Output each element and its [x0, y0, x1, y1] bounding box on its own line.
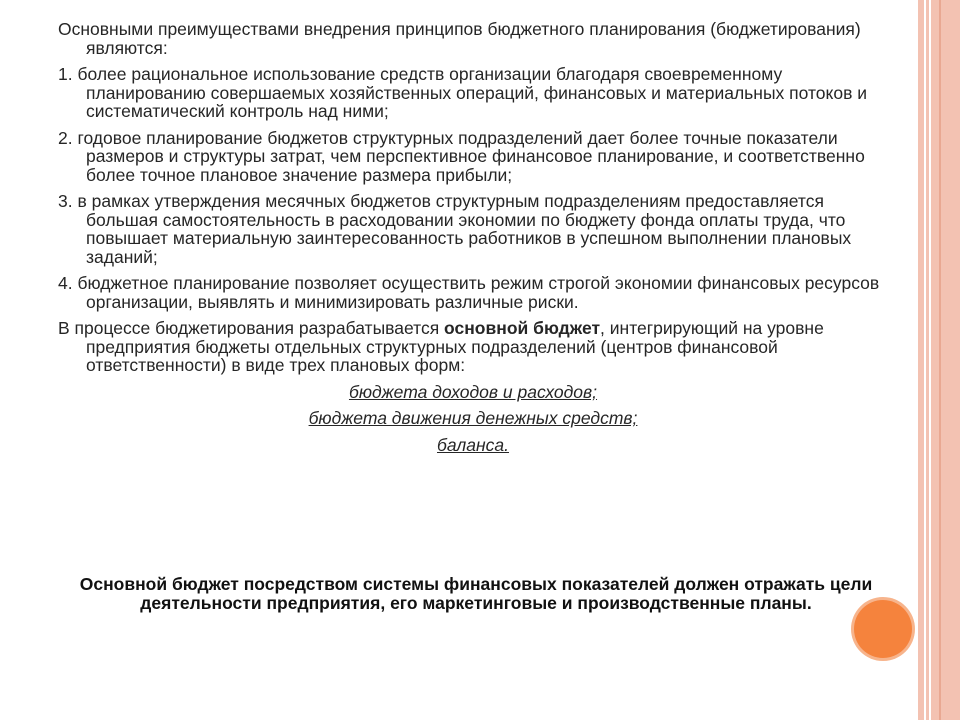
advantage-item-3: 3. в рамках утверждения месячных бюджетов структурным подразделениям предоставляется большая самостоятельность в расходовании экономии по бюджету фонда оплаты труда, что повышает материальную заинтересованность работников в успешном выполнении плановых заданий;	[58, 191, 852, 267]
budget-paragraph	[58, 319, 898, 375]
budget-text-bold: основной бюджет	[444, 318, 601, 338]
form-item-balance: баланса.	[437, 434, 509, 455]
slide-body	[58, 20, 898, 462]
budget-text-before: В процессе бюджетирования разрабатывается	[58, 318, 445, 338]
decorative-stripe	[918, 0, 924, 720]
advantage-item-4: 4. бюджетное планирование позволяет осуществить режим строгой экономии финансовых ресурсов организации, выявлять и минимизировать различные риски.	[58, 273, 880, 312]
advantage-item-2: 2. годовое планирование бюджетов структурных подразделений дает более точные показатели размеров и структуры затрат, чем перспективное финансовое планирование, и соответственно более точное плановое значение размера прибыли;	[58, 127, 865, 185]
form-item-cash-flow: бюджета движения денежных средств;	[308, 408, 638, 428]
intro-paragraph: Основными преимуществами внедрения принципов бюджетного планирования (бюджетирования) являются:	[58, 19, 861, 58]
decorative-stripe	[939, 0, 941, 720]
advantage-item-1: 1. более рациональное использование средств организации благодаря своевременному планированию совершаемых хозяйственных операций, финансовых и материальных потоков и систематический контроль над ними;	[58, 64, 868, 121]
decorative-stripe	[931, 0, 960, 720]
conclusion-text: Основной бюджет посредством системы финансовых показателей должен отражать цели деятельности предприятия, его маркетинговые и производственные планы.	[79, 574, 873, 613]
budget-text-after: , интегрирующий на уровне предприятия бюджеты отдельных структурных подразделений (центров финансовой ответственности) в виде трех плановых форм:	[86, 318, 824, 375]
form-item-income-expense: бюджета доходов и расходов;	[348, 381, 598, 402]
decorative-stripe	[926, 0, 929, 720]
decorative-circle	[854, 600, 912, 658]
